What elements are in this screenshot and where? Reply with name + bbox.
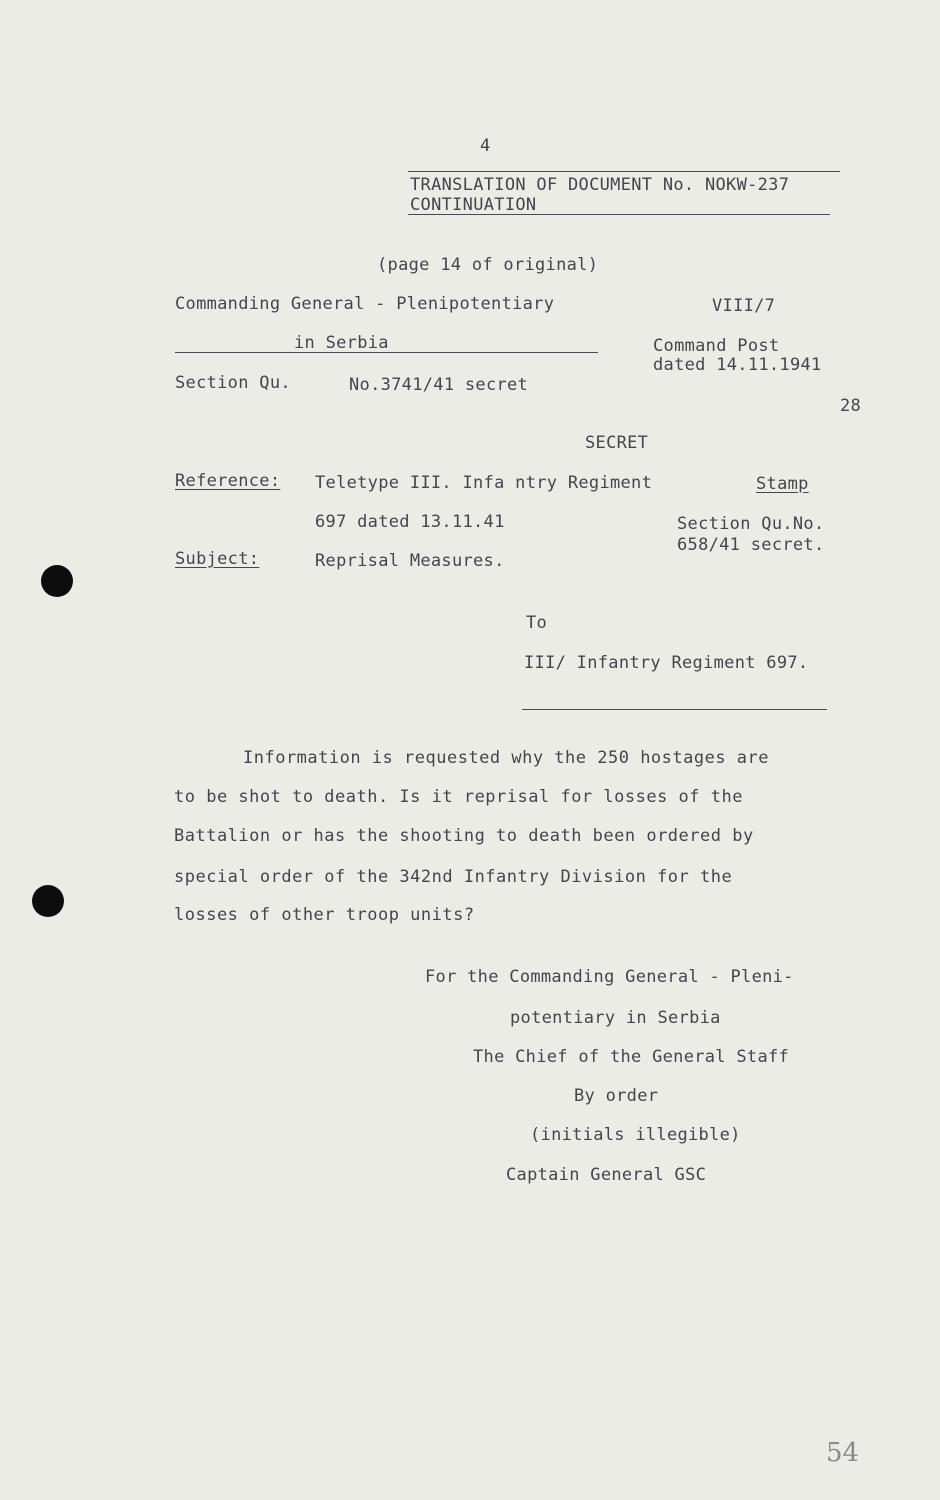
stamp-label: Stamp	[756, 474, 809, 494]
signature-line-4: By order	[574, 1086, 659, 1106]
command-post-line-1: Command Post	[653, 336, 780, 356]
page-number: 4	[480, 136, 491, 156]
body-line: special order of the 342nd Infantry Division for the	[174, 867, 733, 887]
heading-top-rule	[408, 171, 840, 172]
recipient-rule	[522, 709, 827, 710]
heading-bottom-rule	[408, 214, 830, 215]
punch-hole-upper	[41, 565, 73, 597]
classification: SECRET	[585, 433, 649, 453]
signature-line-5: (initials illegible)	[530, 1125, 741, 1145]
signature-line-2: potentiary in Serbia	[510, 1008, 721, 1028]
subject-label: Subject:	[175, 549, 260, 569]
sender-line-2: in Serbia	[294, 333, 389, 353]
sender-line-1: Commanding General - Plenipotentiary	[175, 294, 555, 314]
recipient-name: III/ Infantry Regiment 697.	[524, 653, 809, 673]
signature-line-6: Captain General GSC	[506, 1165, 707, 1185]
punch-hole-lower	[32, 885, 64, 917]
stamp-line-2: 658/41 secret.	[677, 535, 825, 555]
body-line: Battalion or has the shooting to death been ordered by	[174, 826, 754, 846]
sender-number: No.3741/41 secret	[349, 375, 529, 395]
stamp-line-1: Section Qu.No.	[677, 514, 825, 534]
signature-line-1: For the Commanding General - Pleni-	[425, 967, 794, 987]
handwritten-page-number: 54	[826, 1438, 860, 1468]
reference-line-2: 697 dated 13.11.41	[315, 512, 505, 532]
command-post-line-2: dated 14.11.1941	[653, 355, 822, 375]
margin-number: 28	[840, 396, 862, 416]
recipient-to: To	[526, 613, 548, 633]
body-line: to be shot to death. Is it reprisal for losses of the	[174, 787, 743, 807]
subject-value: Reprisal Measures.	[315, 551, 505, 571]
body-line: losses of other troop units?	[174, 905, 475, 925]
heading-line-2: CONTINUATION	[410, 195, 537, 215]
file-reference: VIII/7	[712, 296, 776, 316]
reference-label: Reference:	[175, 471, 281, 491]
sender-section: Section Qu.	[175, 373, 291, 393]
heading-line-1: TRANSLATION OF DOCUMENT No. NOKW-237	[410, 175, 790, 195]
original-page-reference: (page 14 of original)	[377, 255, 599, 275]
reference-line-1: Teletype III. Infa ntry Regiment	[315, 473, 653, 493]
signature-line-3: The Chief of the General Staff	[473, 1047, 790, 1067]
sender-underline	[175, 352, 598, 353]
body-line: Information is requested why the 250 hostages are	[243, 748, 770, 768]
